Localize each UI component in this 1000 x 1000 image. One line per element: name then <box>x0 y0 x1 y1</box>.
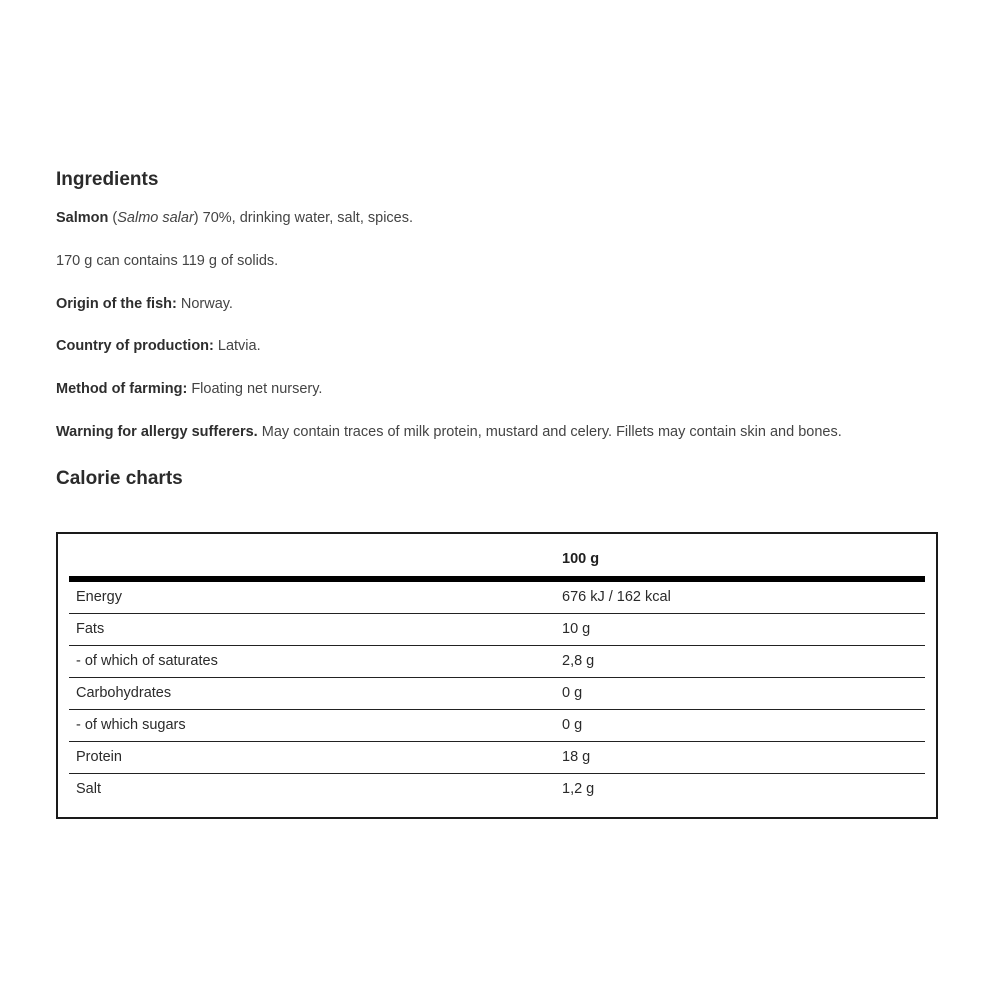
ingredients-heading: Ingredients <box>56 169 159 190</box>
farming-label: Method of farming: <box>56 381 188 398</box>
farming-line <box>56 379 938 399</box>
nutrition-table-inner <box>69 534 925 805</box>
ingredients-composition <box>56 208 938 228</box>
allergy-value: May contain traces of milk protein, mustard and celery. Fillets may contain skin and bones. <box>257 423 842 440</box>
product-info <box>56 166 938 493</box>
salmon-latin-open: ( <box>108 210 118 226</box>
nutrient-value: 0 g <box>562 717 583 733</box>
nutrient-value: 0 g <box>562 685 583 701</box>
nutrient-name: Energy <box>76 589 122 605</box>
table-row <box>69 614 925 646</box>
nutrient-name: Carbohydrates <box>76 685 172 701</box>
country-label: Country of production: <box>56 338 214 355</box>
nutrient-value: 10 g <box>562 621 591 637</box>
nutrient-name: - of which sugars <box>76 717 186 733</box>
origin-value: Norway. <box>176 295 233 312</box>
salmon-label: Salmon <box>56 210 109 226</box>
column-header-100g: 100 g <box>562 551 600 567</box>
nutrition-table <box>56 532 938 819</box>
country-value: Latvia. <box>213 338 261 355</box>
salmon-composition-rest: ) 70%, drinking water, salt, spices. <box>193 210 414 226</box>
table-row <box>69 582 925 614</box>
nutrient-name: - of which of saturates <box>76 653 218 669</box>
nutrient-name: Protein <box>76 749 122 765</box>
table-row <box>69 742 925 774</box>
salmon-latin-name: Salmo salar <box>117 210 194 226</box>
allergy-line <box>56 422 938 442</box>
origin-label: Origin of the fish: <box>56 295 177 312</box>
table-row <box>69 678 925 710</box>
nutrient-name: Fats <box>76 621 105 637</box>
can-contents: 170 g can contains 119 g of solids. <box>56 252 279 269</box>
nutrient-value: 676 kJ / 162 kcal <box>562 589 671 605</box>
country-line <box>56 336 938 356</box>
nutrient-value: 1,2 g <box>562 781 595 797</box>
table-row <box>69 710 925 742</box>
nutrition-table-header <box>69 534 925 582</box>
table-row <box>69 774 925 805</box>
allergy-label: Warning for allergy sufferers. <box>56 423 258 440</box>
nutrient-name: Salt <box>76 781 101 797</box>
nutrient-value: 18 g <box>562 749 591 765</box>
farming-value: Floating net nursery. <box>187 381 323 398</box>
calorie-heading: Calorie charts <box>56 467 183 489</box>
nutrient-value: 2,8 g <box>562 653 595 669</box>
origin-line <box>56 294 938 314</box>
table-row <box>69 646 925 678</box>
